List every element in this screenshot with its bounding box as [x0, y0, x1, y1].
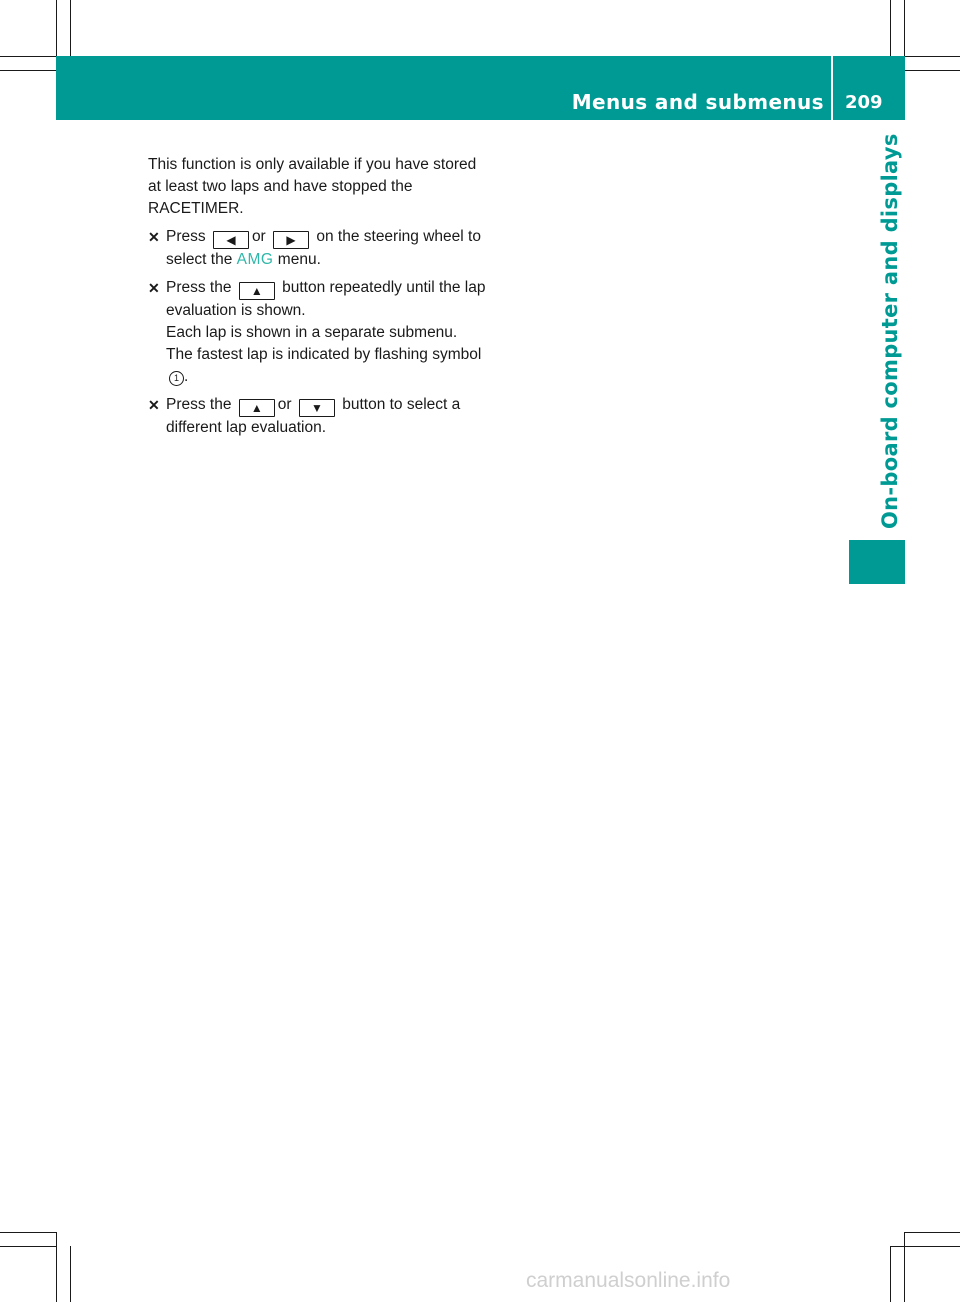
crop-mark: [0, 1246, 56, 1247]
page-number: 209: [845, 92, 883, 113]
crop-mark: [890, 1246, 960, 1247]
step-text: Each lap is shown in a separate submenu.: [166, 324, 458, 341]
step-text: Press the: [166, 396, 232, 413]
step-text: Press the: [166, 279, 232, 296]
crop-mark: [56, 0, 57, 56]
crop-mark: [905, 56, 960, 57]
instruction-step: [148, 226, 488, 271]
step-text: button repeatedly until the lap evaluation is shown.: [166, 279, 486, 319]
callout-number-icon: 1: [169, 371, 184, 386]
crop-mark: [0, 56, 56, 57]
step-arrow-icon: ✕: [148, 397, 160, 413]
step-text: or: [251, 228, 266, 245]
step-text: The fastest lap is indicated by flashing symbol: [166, 346, 482, 363]
crop-mark: [70, 1246, 71, 1302]
crop-mark: [904, 0, 905, 56]
left-arrow-button-icon: ◀: [213, 231, 249, 249]
step-text: button to select a different lap evaluation.: [166, 396, 461, 436]
header-divider: [831, 56, 833, 120]
step-arrow-icon: ✕: [148, 280, 160, 296]
step-text: menu.: [277, 251, 321, 268]
up-arrow-button-icon: ▲: [239, 282, 275, 300]
step-text: or: [277, 396, 292, 413]
down-arrow-button-icon: ▼: [299, 399, 335, 417]
step-text: Press: [166, 228, 206, 245]
section-title: Menus and submenus: [571, 90, 824, 114]
chapter-tab-marker: [849, 540, 905, 584]
crop-mark: [70, 0, 71, 56]
crop-mark: [0, 70, 56, 71]
step-text: on the steering wheel to select the: [166, 228, 481, 268]
watermark: carmanualsonline.info: [526, 1269, 731, 1292]
crop-mark: [905, 70, 960, 71]
step-arrow-icon: ✕: [148, 229, 160, 245]
crop-mark: [890, 1246, 891, 1302]
display-menu-name: AMG: [236, 251, 274, 268]
instruction-step: [148, 277, 488, 388]
crop-mark: [890, 0, 891, 56]
chapter-tab-label: On-board computer and displays: [878, 133, 902, 529]
crop-mark: [905, 1232, 960, 1233]
main-content: [148, 154, 488, 439]
intro-paragraph: This function is only available if you have stored at least two laps and have stopped the RACETIMER.: [148, 156, 477, 217]
step-text: .: [184, 368, 189, 385]
up-arrow-button-icon: ▲: [239, 399, 275, 417]
crop-mark: [904, 1232, 905, 1302]
crop-mark: [56, 1232, 57, 1302]
crop-mark: [0, 1232, 56, 1233]
right-arrow-button-icon: ▶: [273, 231, 309, 249]
instruction-step: [148, 394, 488, 439]
